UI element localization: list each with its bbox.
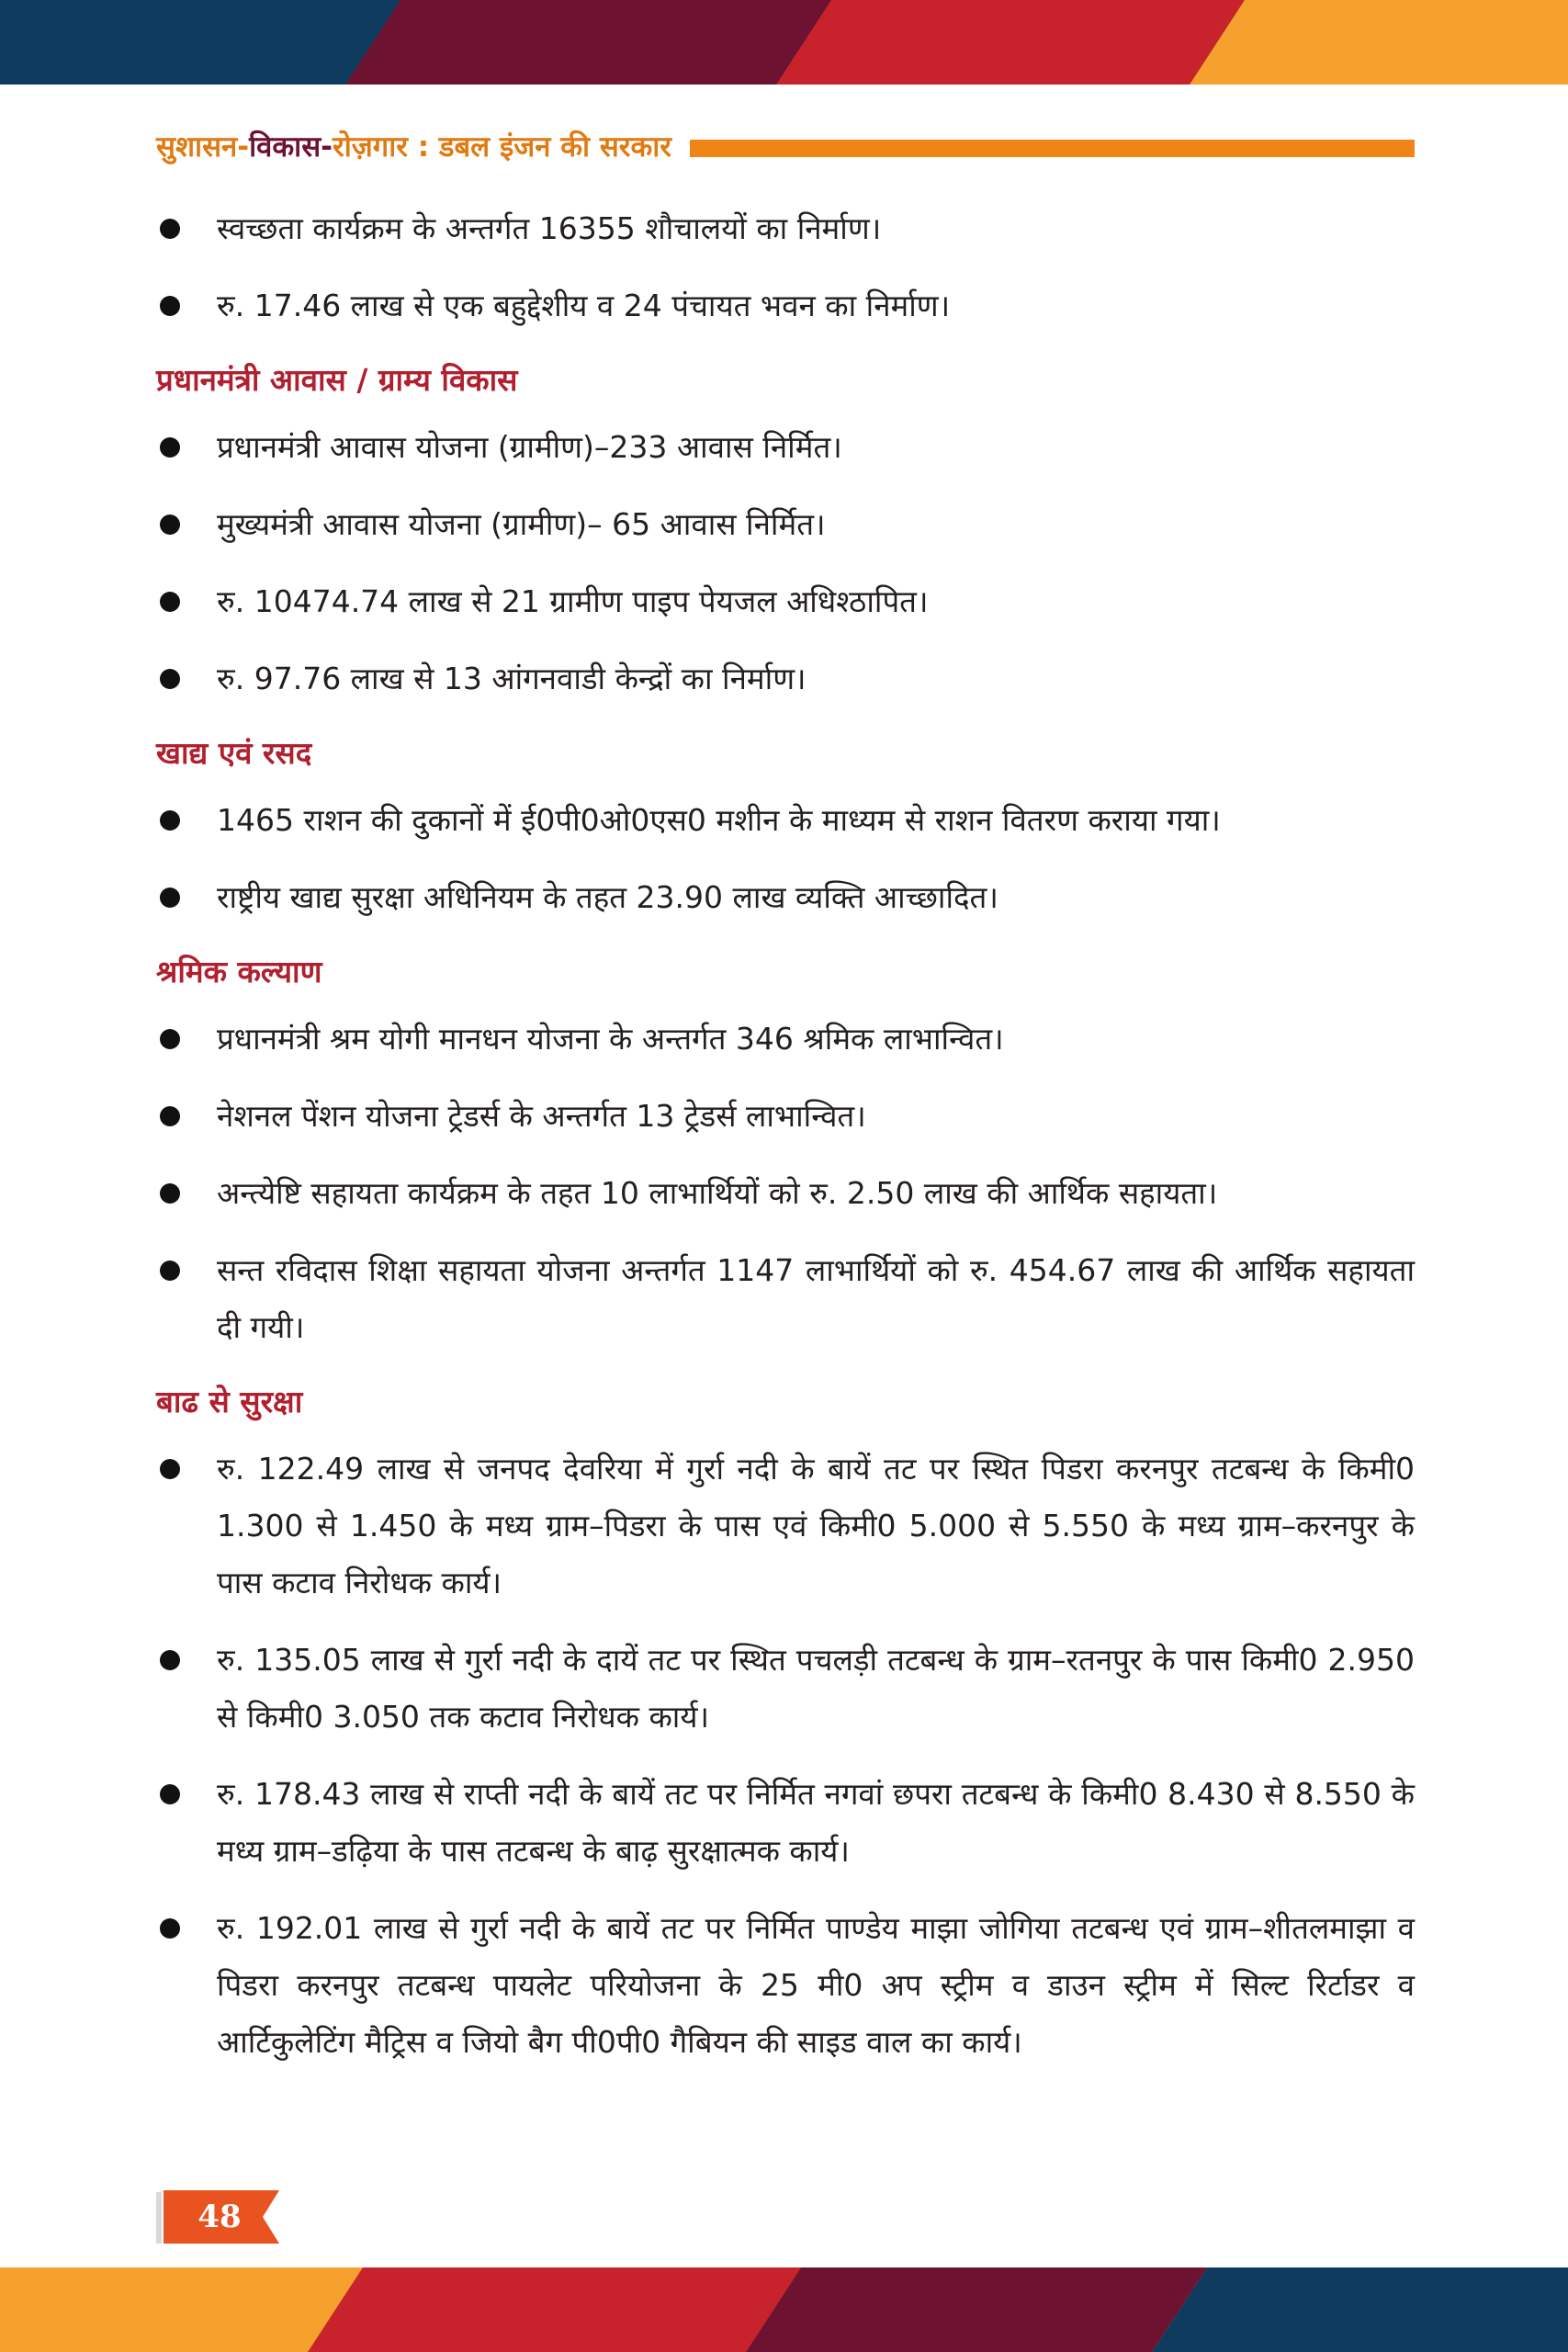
- list-item: रु. 192.01 लाख से गुर्रा नदी के बायें तट पर निर्मित पाण्डेय माझा जोगिया तटबन्ध एवं ग्राम–शीतलमाझा व पिडरा करनपुर तटबन्ध पायलेट परियोजना के 25 मी0 अप स्ट्रीम व डाउन स्ट्रीम में सिल्ट रिर्टाडर व आर्टिकुलेटिंग मैट्रिस व जियो बैग पी0पी0 गैबियन की साइड वाल का कार्य।: [156, 1900, 1415, 2071]
- header-title-part-1: सुशासन-: [156, 130, 250, 164]
- list-item: रु. 10474.74 लाख से 21 ग्रामीण पाइप पेयजल अधिश्ठापित।: [156, 573, 1415, 630]
- list-item: स्वच्छता कार्यक्रम के अन्तर्गत 16355 शौचालयों का निर्माण।: [156, 200, 1415, 257]
- intro-bullet-list: [156, 200, 1415, 334]
- bottom-color-band: [0, 2267, 1568, 2352]
- labour-welfare-bullet-list: [156, 1011, 1415, 1356]
- housing-bullet-list: [156, 419, 1415, 707]
- list-item: रु. 178.43 लाख से राप्ती नदी के बायें तट पर निर्मित नगवां छपरा तटबन्ध के किमी0 8.430 से 8.550 के मध्य ग्राम–डढ़िया के पास तटबन्ध के बाढ़ सुरक्षात्मक कार्य।: [156, 1766, 1415, 1880]
- section-heading-labour-welfare: श्रमिक कल्याण: [156, 954, 322, 989]
- band-orange-segment: [1190, 0, 1568, 85]
- list-item: रु. 97.76 लाख से 13 आंगनवाडी केन्द्रों का निर्माण।: [156, 650, 1415, 707]
- list-item: प्रधानमंत्री श्रम योगी मानधन योजना के अन्तर्गत 346 श्रमिक लाभान्वित।: [156, 1011, 1415, 1068]
- top-color-band: [0, 0, 1568, 85]
- header-title-part-3: रोज़गार : डबल इंजन की सरकार: [333, 130, 671, 164]
- page-number: 48: [197, 2199, 242, 2235]
- list-item: अन्त्येष्टि सहायता कार्यक्रम के तहत 10 लाभार्थियों को रु. 2.50 लाख की आर्थिक सहायता।: [156, 1165, 1415, 1222]
- header-rule: [690, 140, 1415, 157]
- list-item: सन्त रविदास शिक्षा सहायता योजना अन्तर्गत 1147 लाभार्थियों को रु. 454.67 लाख की आर्थिक सहायता दी गयी।: [156, 1242, 1415, 1356]
- band-navy-segment: [1152, 2267, 1568, 2352]
- section-heading-flood-protection: बाढ से सुरक्षा: [156, 1384, 303, 1419]
- food-supply-bullet-list: [156, 792, 1415, 926]
- page-content: [156, 200, 1415, 2091]
- running-header-title: [156, 127, 671, 165]
- header-title-part-2: विकास-: [249, 130, 333, 164]
- running-header: [156, 127, 1415, 165]
- flood-protection-bullet-list: [156, 1441, 1415, 2071]
- list-item: मुख्यमंत्री आवास योजना (ग्रामीण)– 65 आवास निर्मित।: [156, 496, 1415, 553]
- band-red-segment: [776, 0, 1245, 85]
- band-maroon-segment: [746, 2267, 1207, 2352]
- section-heading-housing: प्रधानमंत्री आवास / ग्राम्य विकास: [156, 362, 518, 398]
- list-item: प्रधानमंत्री आवास योजना (ग्रामीण)–233 आवास निर्मित।: [156, 419, 1415, 476]
- band-red-segment: [308, 2267, 801, 2352]
- band-maroon-segment: [345, 0, 831, 85]
- list-item: राष्ट्रीय खाद्य सुरक्षा अधिनियम के तहत 23.90 लाख व्यक्ति आच्छादित।: [156, 869, 1415, 926]
- list-item: रु. 135.05 लाख से गुर्रा नदी के दायें तट पर स्थित पचलड़ी तटबन्ध के ग्राम–रतनपुर के पास किमी0 2.950 से किमी0 3.050 तक कटाव निरोधक कार्य।: [156, 1632, 1415, 1746]
- list-item: रु. 122.49 लाख से जनपद देवरिया में गुर्रा नदी के बायें तट पर स्थित पिडरा करनपुर तटबन्ध के किमी0 1.300 से 1.450 के मध्य ग्राम–पिडरा के पास एवं किमी0 5.000 से 5.550 के मध्य ग्राम–करनपुर के पास कटाव निरोधक कार्य।: [156, 1441, 1415, 1611]
- list-item: 1465 राशन की दुकानों में ई0पी0ओ0एस0 मशीन के माध्यम से राशन वितरण कराया गया।: [156, 792, 1415, 849]
- page-number-tab: [156, 2190, 285, 2244]
- section-heading-food-supply: खाद्य एवं रसद: [156, 735, 312, 771]
- list-item: रु. 17.46 लाख से एक बहुद्देशीय व 24 पंचायत भवन का निर्माण।: [156, 277, 1415, 334]
- page-tab-shadow: [156, 2192, 162, 2244]
- list-item: नेशनल पेंशन योजना ट्रेडर्स के अन्तर्गत 13 ट्रेडर्स लाभान्वित।: [156, 1088, 1415, 1145]
